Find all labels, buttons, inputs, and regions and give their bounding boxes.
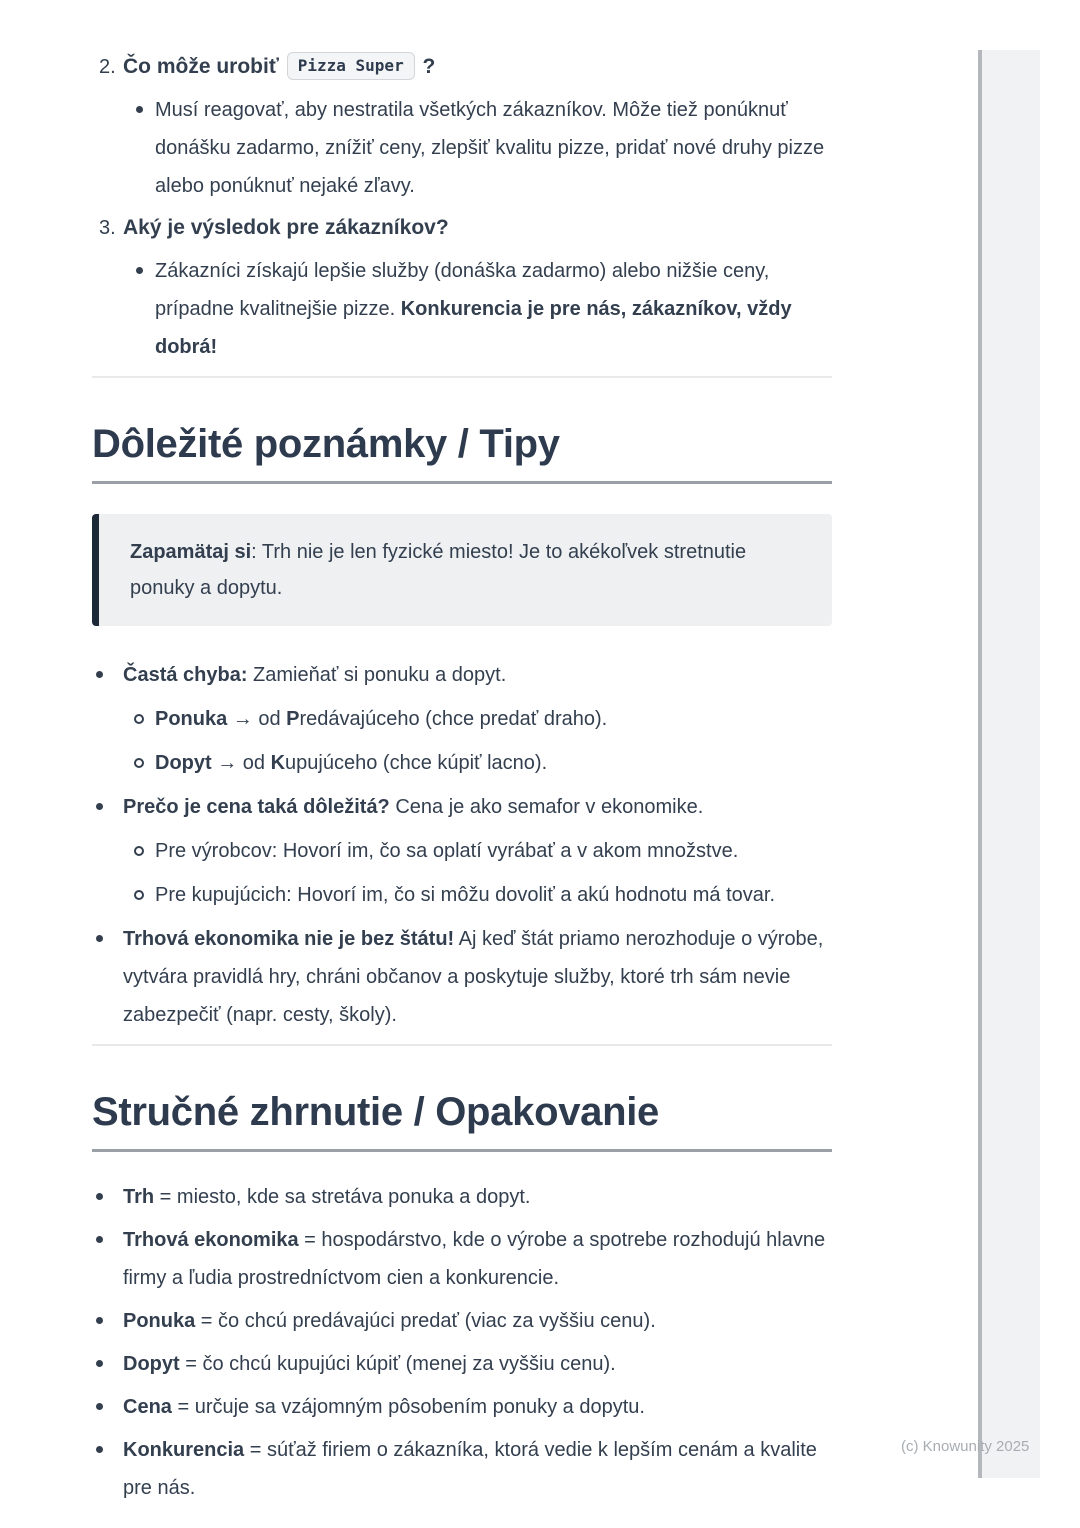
list-item: [133, 876, 832, 914]
definition: = čo chcú predávajúci predať (viac za vyššiu cenu).: [195, 1310, 656, 1332]
text-segment: Musí reagovať, aby nestratila všetkých zákazníkov. Môže tiež ponúknuť donášku zadarmo, znížiť ceny, zlepšiť kvalitu pizze, pridať nové druhy pizze alebo ponúknuť nejaké zľavy.: [155, 99, 825, 197]
term: Trhová ekonomika: [123, 1229, 299, 1251]
text-segment: → od: [227, 708, 287, 730]
numbered-question-list: [92, 52, 832, 366]
summary-list: [92, 1178, 832, 1507]
list-item: [92, 1221, 832, 1297]
notes-list: [92, 656, 832, 1034]
text-segment: Zamieňať si ponuku a dopyt.: [247, 664, 507, 686]
list-item: [92, 920, 832, 1034]
section-divider: [92, 376, 832, 378]
text-segment-bold: Trhová ekonomika nie je bez štátu!: [123, 928, 455, 950]
text-segment: ?: [422, 55, 436, 78]
text-segment-bold: Ponuka: [155, 708, 228, 730]
definition: = určuje sa vzájomným pôsobením ponuky a dopytu.: [171, 1396, 645, 1418]
notes-sublist: [133, 700, 832, 782]
text-segment: Zákazníci získajú lepšie služby (donáška zadarmo) alebo nižšie ceny, prípadne kvalitnejšie pizze.: [155, 260, 770, 320]
list-item: [92, 656, 832, 782]
term: Ponuka: [123, 1310, 196, 1332]
definition: = miesto, kde sa stretáva ponuka a dopyt.: [154, 1186, 531, 1208]
question-number: 3.: [99, 217, 116, 239]
question-title: [123, 52, 832, 82]
text-segment: → od: [211, 752, 271, 774]
list-item: [133, 832, 832, 870]
text-segment: Cena je ako semafor v ekonomike.: [389, 796, 704, 818]
list-item: [92, 1345, 832, 1383]
text-segment-bold: Prečo je cena taká dôležitá?: [123, 796, 390, 818]
section-divider: [92, 1044, 832, 1046]
list-item: [133, 700, 832, 738]
definition: = hospodárstvo, kde o výrobe a spotrebe rozhodujú hlavne firmy a ľudia prostredníctvom cien a konkurencie.: [123, 1229, 826, 1289]
callout-text: : Trh nie je len fyzické miesto! Je to akékoľvek stretnutie ponuky a dopytu.: [130, 541, 747, 599]
term: Dopyt: [123, 1353, 180, 1375]
text-segment-bold: Častá chyba:: [123, 664, 248, 686]
answer-bullet: [135, 252, 832, 366]
copyright-footer: (c) Knowunity 2025: [901, 1438, 1030, 1455]
summary-heading: Stručné zhrnutie / Opakovanie: [92, 1088, 832, 1152]
text-segment: Aj keď štát priamo nerozhoduje o výrobe, vytvára pravidlá hry, chráni občanov a poskytuje služby, ktoré trh sám nevie zabezpečiť (napr. cesty, školy).: [123, 928, 824, 1026]
page-margin-strip: [978, 50, 1040, 1478]
list-item: [92, 788, 832, 914]
term: Konkurencia: [123, 1439, 245, 1461]
notes-sublist: [133, 832, 832, 914]
list-item: [133, 744, 832, 782]
text-segment-bold: K: [270, 752, 286, 774]
question-item-2: [92, 52, 832, 205]
question-title: Aký je výsledok pre zákazníkov?: [123, 216, 449, 239]
answer-bullet: [135, 91, 832, 205]
callout-note: [92, 514, 832, 626]
definition: = súťaž firiem o zákazníka, ktorá vedie k lepším cenám a kvalite pre nás.: [123, 1439, 817, 1499]
list-item: [92, 1178, 832, 1216]
text-segment: upujúceho (chce kúpiť lacno).: [285, 752, 548, 774]
list-item: [92, 1431, 832, 1507]
document-page: [92, 52, 832, 1512]
notes-heading: Dôležité poznámky / Tipy: [92, 420, 832, 484]
list-item: [92, 1302, 832, 1340]
text-segment: redávajúceho (chce predať draho).: [299, 708, 608, 730]
text-segment: Pre kupujúcich: Hovorí im, čo si môžu dovoliť a akú hodnotu má tovar.: [155, 884, 776, 906]
definition: = čo chcú kupujúci kúpiť (menej za vyššiu cenu).: [179, 1353, 616, 1375]
text-segment: Čo môže urobiť: [123, 55, 279, 78]
code-chip-pizza-super: Pizza Super: [287, 52, 415, 80]
term: Cena: [123, 1396, 172, 1418]
callout-lead: Zapamätaj si: [130, 541, 252, 563]
text-segment-bold: P: [286, 708, 300, 730]
question-number: 2.: [99, 56, 116, 78]
list-item: [92, 1388, 832, 1426]
text-segment: Pre výrobcov: Hovorí im, čo sa oplatí vyrábať a v akom množstve.: [155, 840, 739, 862]
question-item-3: [92, 213, 832, 366]
term: Trh: [123, 1186, 155, 1208]
text-segment-bold: Konkurencia je pre nás, zákazníkov, vždy dobrá!: [155, 298, 792, 358]
text-segment-bold: Dopyt: [155, 752, 212, 774]
